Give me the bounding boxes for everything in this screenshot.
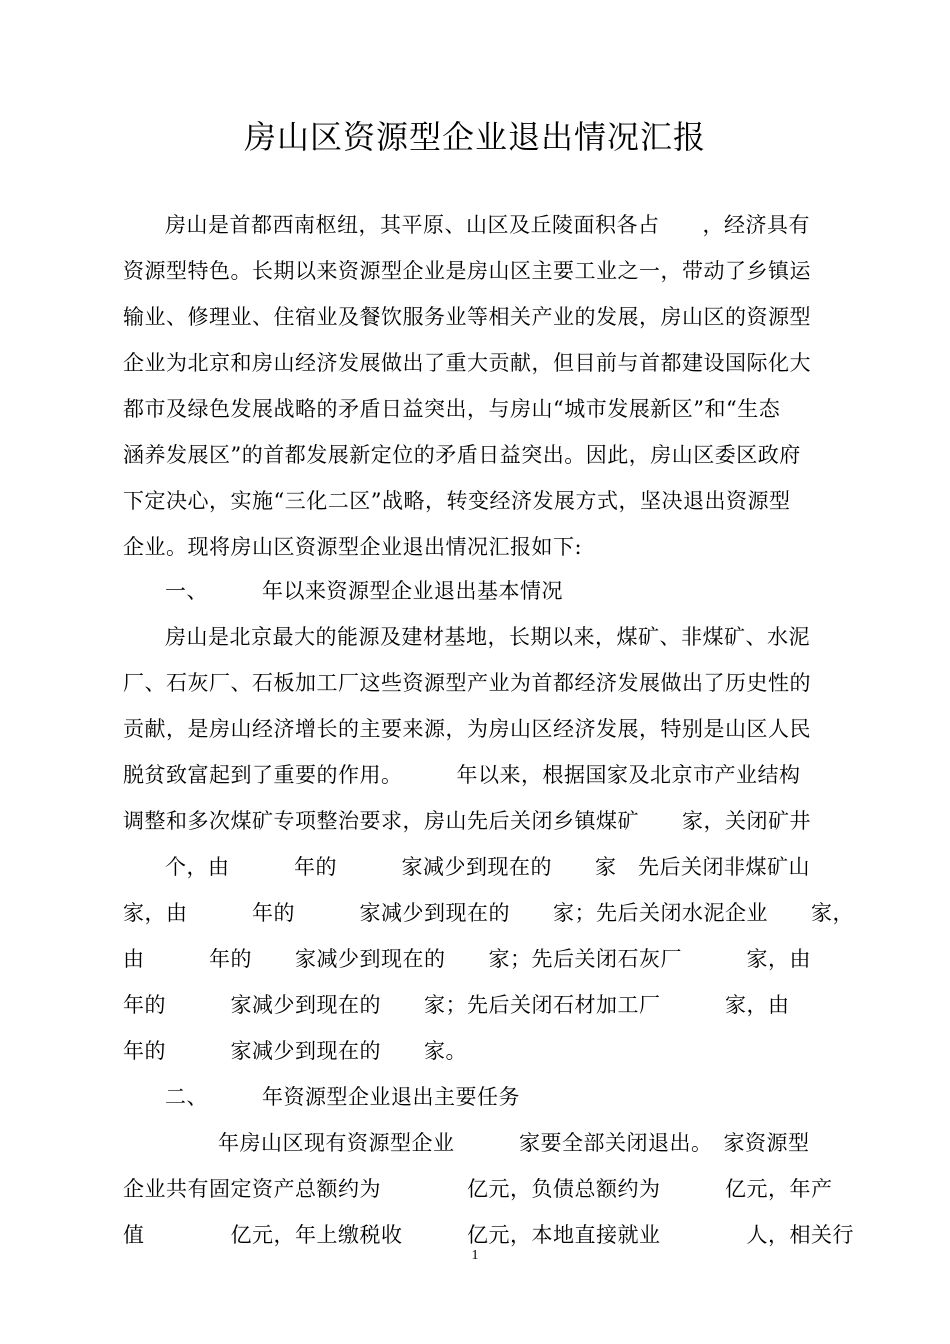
body-line: 由 年的 家减少到现在的 家；先后关闭石灰厂 家，由 xyxy=(123,947,811,971)
body-line: 涵养发展区”的首都发展新定位的矛盾日益突出。因此，房山区委区政府 xyxy=(123,443,801,467)
body-line: 企业为北京和房山经济发展做出了重大贡献，但目前与首都建设国际化大 xyxy=(123,351,811,375)
body-line: 贡献，是房山经济增长的主要来源，为房山区经济发展，特别是山区人民 xyxy=(123,717,811,741)
body-line: 家，由 年的 家减少到现在的 家；先后关闭水泥企业 家， xyxy=(123,901,854,925)
body-line: 脱贫致富起到了重要的作用。 年以来，根据国家及北京市产业结构 xyxy=(123,763,801,787)
body-line: 都市及绿色发展战略的矛盾日益突出，与房山“城市发展新区”和“生态 xyxy=(123,397,781,421)
body-line: 值 亿元，年上缴税收 亿元，本地直接就业 人，相关行 xyxy=(123,1223,854,1247)
body-line: 资源型特色。长期以来资源型企业是房山区主要工业之一，带动了乡镇运 xyxy=(123,259,811,283)
body-line: 个，由 年的 家减少到现在的 家 先后关闭非煤矿山 xyxy=(165,855,810,879)
body-line: 调整和多次煤矿专项整治要求，房山先后关闭乡镇煤矿 家，关闭矿井 xyxy=(123,809,811,833)
page-number: 1 xyxy=(471,1248,479,1263)
body-line: 下定决心，实施“三化二区”战略，转变经济发展方式，坚决退出资源型 xyxy=(123,489,791,513)
body-line: 年的 家减少到现在的 家。 xyxy=(123,1039,467,1063)
document-title: 房山区资源型企业退出情况汇报 xyxy=(243,118,706,156)
body-line: 企业。现将房山区资源型企业退出情况汇报如下: xyxy=(123,535,583,559)
body-line: 年房山区现有资源型企业 家要全部关闭退出。 家资源型 xyxy=(218,1131,810,1155)
section-heading-2: 二、 年资源型企业退出主要任务 xyxy=(165,1085,520,1109)
body-line: 厂、石灰厂、石板加工厂这些资源型产业为首都经济发展做出了历史性的 xyxy=(123,671,811,695)
body-line: 房山是北京最大的能源及建材基地，长期以来，煤矿、非煤矿、水泥 xyxy=(165,625,810,649)
body-line: 年的 家减少到现在的 家；先后关闭石材加工厂 家，由 xyxy=(123,993,790,1017)
section-heading-1: 一、 年以来资源型企业退出基本情况 xyxy=(165,579,563,603)
body-line: 输业、修理业、住宿业及餐饮服务业等相关产业的发展，房山区的资源型 xyxy=(123,305,811,329)
body-line: 企业共有固定资产总额约为 亿元，负债总额约为 亿元，年产 xyxy=(123,1177,833,1201)
body-line: 房山是首都西南枢纽，其平原、山区及丘陵面积各占 ，经济具有 xyxy=(165,213,810,237)
